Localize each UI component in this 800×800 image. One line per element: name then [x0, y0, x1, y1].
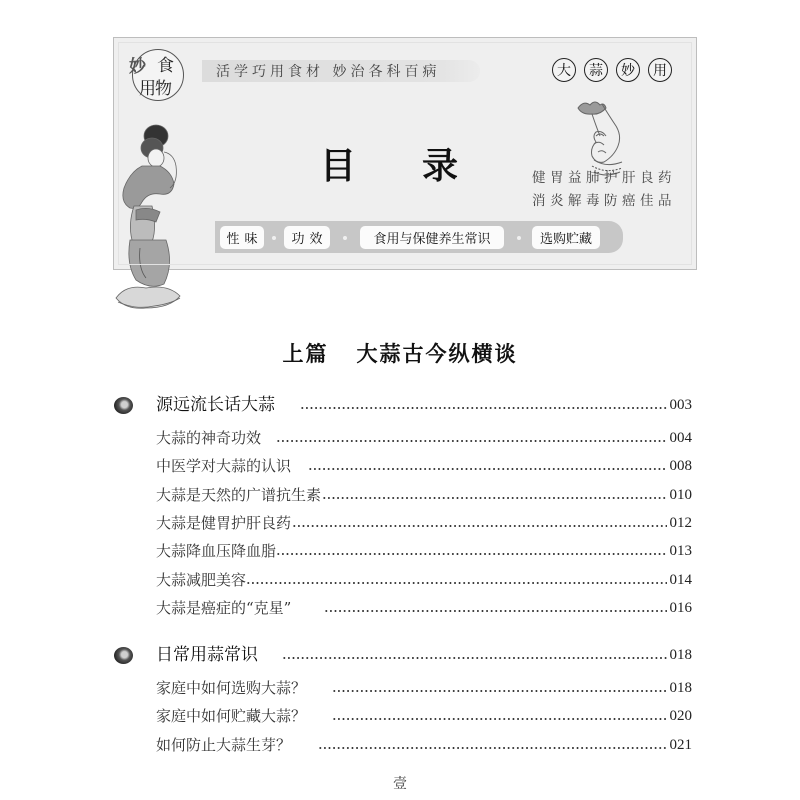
- toc-section-entry[interactable]: [0, 704, 800, 728]
- toc-page-number: 021: [669, 737, 692, 753]
- toc-section-title: 大蒜降血压降血脂: [156, 542, 277, 560]
- toc-chapter-title: 日常用蒜常识: [156, 645, 258, 665]
- part-title: 大蒜古今纵横谈: [356, 341, 518, 366]
- toc-section-entry[interactable]: [0, 483, 800, 507]
- header-banner: [113, 37, 697, 270]
- toc-page-number: 003: [669, 397, 692, 413]
- dot-leader: [276, 553, 667, 555]
- toc-page-number: 016: [669, 600, 692, 616]
- toc-page-number: 008: [669, 458, 692, 474]
- toc-page-number: 013: [669, 543, 692, 559]
- toc-section-entry[interactable]: [0, 676, 800, 700]
- chip-shiyong: 食用与保健养生常识: [360, 226, 504, 249]
- toc-section-title: 大蒜是健胃护肝良药: [156, 514, 292, 532]
- dot-leader: [282, 657, 667, 659]
- toc-section-title: 大蒜是天然的广谱抗生素: [156, 486, 322, 504]
- toc-section-title: 大蒜减肥美容: [156, 571, 247, 589]
- page-title-char-1: 目: [320, 145, 357, 187]
- part-label: 上篇: [282, 341, 329, 366]
- toc-section-title: 中医学对大蒜的认识: [156, 457, 292, 475]
- toc-page-number: 014: [669, 572, 692, 588]
- chip-separator-dot: [272, 236, 276, 240]
- dot-leader: [276, 440, 667, 442]
- series-title-circled: [552, 58, 672, 82]
- toc-page-number: 020: [669, 708, 692, 724]
- dot-leader: [246, 582, 667, 584]
- toc-section-entry[interactable]: [0, 568, 800, 592]
- toc-chapter-entry[interactable]: [0, 393, 800, 417]
- dot-leader: [292, 525, 667, 527]
- garlic-bullet-icon: [114, 647, 133, 664]
- slogan-line-2: 消炎解毒防癌佳品: [532, 193, 676, 209]
- toc-page-number: 018: [669, 680, 692, 696]
- toc-page-number: 018: [669, 647, 692, 663]
- page-number: 壹: [393, 776, 407, 792]
- toc-section-title: 家庭中如何选购大蒜？: [156, 679, 307, 697]
- toc-section-entry[interactable]: [0, 454, 800, 478]
- logo-chars-yongwu: 用物: [139, 79, 171, 99]
- circled-char: 蒜: [584, 58, 608, 82]
- toc-page-number: 004: [669, 430, 692, 446]
- dot-leader: [300, 407, 667, 409]
- toc-section-title: 大蒜的神奇功效: [156, 429, 262, 447]
- dot-leader: [318, 747, 667, 749]
- garlic-bullet-icon: [114, 397, 133, 414]
- toc-section-entry[interactable]: [0, 511, 800, 535]
- toc-section-entry[interactable]: [0, 596, 800, 620]
- toc-page-number: 012: [669, 515, 692, 531]
- circled-char: 用: [648, 58, 672, 82]
- dot-leader: [332, 690, 667, 692]
- toc-section-title: 家庭中如何贮藏大蒜？: [156, 707, 307, 725]
- logo-badge: [129, 49, 184, 101]
- logo-char-shi: 食: [157, 56, 174, 76]
- dot-leader: [308, 468, 667, 470]
- toc-section-title: 大蒜是癌症的“克星”: [156, 599, 292, 617]
- chip-gongxiao: 功效: [284, 226, 330, 249]
- chip-separator-dot: [343, 236, 347, 240]
- lady-illustration: [112, 122, 192, 312]
- dot-leader: [324, 610, 667, 612]
- toc-page-number: 010: [669, 487, 692, 503]
- chip-xingwei: 性味: [220, 226, 264, 249]
- chip-separator-dot: [517, 236, 521, 240]
- dot-leader: [332, 718, 667, 720]
- logo-char-miao: 妙: [129, 57, 144, 77]
- toc-section-title: 如何防止大蒜生芽？: [156, 736, 292, 754]
- page-title-char-2: 录: [422, 145, 459, 187]
- part-heading: [0, 338, 800, 368]
- toc-section-entry[interactable]: [0, 426, 800, 450]
- circled-char: 妙: [616, 58, 640, 82]
- chip-xuangou: 选购贮藏: [532, 226, 600, 249]
- slogan-line-1: 健胃益肺护肝良药: [532, 170, 676, 186]
- toc-section-entry[interactable]: [0, 733, 800, 757]
- toc-chapter-entry[interactable]: [0, 643, 800, 667]
- toc-section-entry[interactable]: [0, 539, 800, 563]
- circled-char: 大: [552, 58, 576, 82]
- toc-chapter-title: 源远流长话大蒜: [156, 395, 275, 415]
- dot-leader: [322, 497, 667, 499]
- tagline: 活学巧用食材 妙治各科百病: [216, 64, 441, 80]
